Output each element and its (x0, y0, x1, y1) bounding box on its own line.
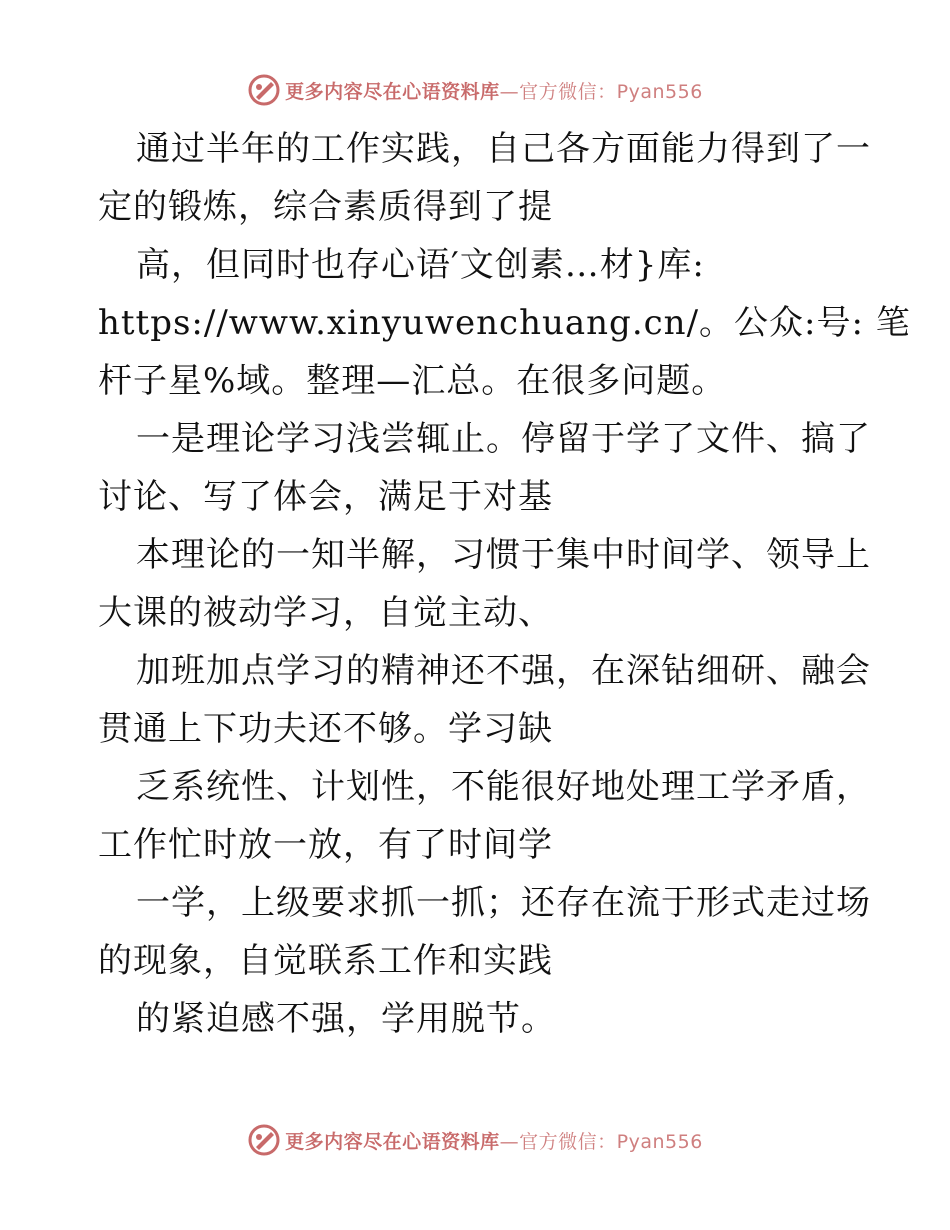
text-line: 的紧迫感不强，学用脱节。 (136, 999, 556, 1039)
watermark-text (285, 77, 703, 104)
watermark-text (285, 1127, 703, 1154)
text-line: 讨论、写了体会，满足于对基 (98, 477, 553, 517)
text-line: 加班加点学习的精神还不强，在深钻细研、融会 (136, 651, 871, 691)
watermark-main: 更多内容尽在心语资料库 (285, 1130, 500, 1153)
text-line: 一学，上级要求抓一抓；还存在流于形式走过场 (136, 883, 871, 923)
document-body (98, 120, 911, 1048)
text-line: 一是理论学习浅尝辄止。停留于学了文件、搞了 (136, 419, 871, 459)
watermark-contact: 官方微信：Pyan556 (519, 1130, 703, 1153)
logo-icon (247, 1123, 281, 1157)
text-line: 定的锻炼，综合素质得到了提 (98, 187, 553, 227)
text-line: 杆子星%域。整理—汇总。在很多问题。 (98, 361, 727, 401)
footer-watermark (0, 1120, 950, 1160)
logo-icon (247, 73, 281, 107)
text-line: 工作忙时放一放，有了时间学 (98, 825, 553, 865)
watermark-main: 更多内容尽在心语资料库 (285, 80, 500, 103)
text-line: 贯通上下功夫还不够。学习缺 (98, 709, 553, 749)
text-line: 本理论的一知半解，习惯于集中时间学、领导上 (136, 535, 871, 575)
header-watermark (0, 70, 950, 110)
watermark-dash: — (499, 80, 520, 103)
text-line: 的现象，自觉联系工作和实践 (98, 941, 553, 981)
text-line: 通过半年的工作实践，自己各方面能力得到了一 (136, 129, 871, 169)
text-line: https://www.xinyuwenchuang.cn/。公众:号: 笔 (98, 303, 911, 343)
text-line: 高，但同时也存心语′文创素…材}库: (136, 245, 705, 285)
text-line: 大课的被动学习，自觉主动、 (98, 593, 553, 633)
watermark-contact: 官方微信：Pyan556 (519, 80, 703, 103)
watermark-dash: — (499, 1130, 520, 1153)
text-line: 乏系统性、计划性，不能很好地处理工学矛盾， (136, 767, 871, 807)
